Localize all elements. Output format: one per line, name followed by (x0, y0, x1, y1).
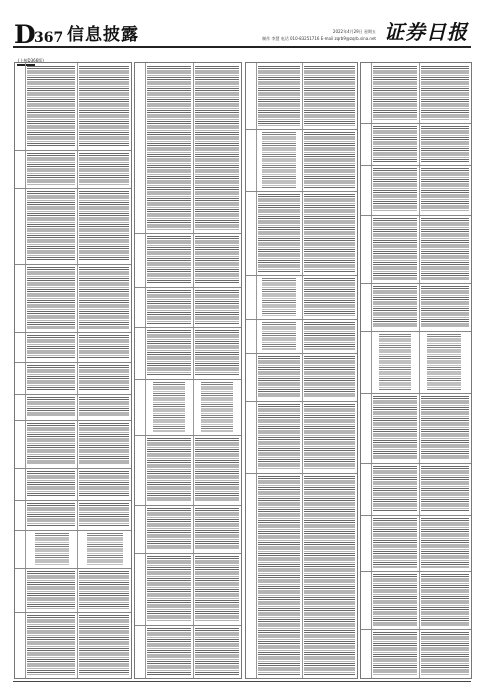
table-row (15, 188, 131, 265)
table-row (15, 362, 131, 395)
table-row (361, 63, 471, 124)
section-title: 信息披露 (67, 25, 139, 45)
table-row (15, 332, 131, 363)
table-row (15, 420, 131, 469)
table-row (15, 500, 131, 531)
article-column-4 (360, 62, 472, 679)
table-row (246, 63, 357, 130)
table-row (15, 612, 131, 678)
table-row (15, 468, 131, 501)
footer-rule (13, 681, 471, 682)
table-row (361, 331, 471, 394)
table-row (246, 275, 357, 320)
page-letter: D (14, 20, 36, 49)
table-row (15, 394, 131, 421)
page-number: 367 (34, 30, 64, 46)
table-row (361, 165, 471, 216)
table-row (135, 435, 241, 506)
table-row (135, 505, 241, 554)
continuation-note: (上接D366版) (18, 58, 44, 63)
table-row (246, 353, 357, 402)
newspaper-logo: 证券日报 (384, 20, 468, 44)
table-row (361, 123, 471, 166)
article-column-3 (245, 62, 358, 679)
table-row (135, 63, 241, 234)
table-row (246, 401, 357, 474)
table-row (15, 530, 131, 569)
table-row (135, 233, 241, 288)
table-row (135, 287, 241, 328)
editor-contact-line: 制作 李慧 电话 010-83251716 E-mail zqrb9@zqrb.sina.net (262, 36, 376, 41)
masthead (0, 0, 484, 50)
table-row (361, 571, 471, 630)
masthead-rule (13, 46, 471, 48)
table-row (246, 191, 357, 276)
table-row (15, 568, 131, 613)
table-row (361, 283, 471, 332)
issue-date: 2022年4月29日 星期五 (332, 29, 376, 34)
table-row (246, 319, 357, 354)
table-row (15, 264, 131, 333)
table-row (246, 129, 357, 192)
table-row (361, 215, 471, 284)
table-row (361, 393, 471, 464)
article-column-2 (134, 62, 242, 679)
table-row (135, 379, 241, 436)
table-row (246, 473, 357, 678)
table-row (361, 629, 471, 678)
table-row (135, 553, 241, 626)
table-row (361, 515, 471, 572)
table-row (361, 463, 471, 516)
table-row (135, 327, 241, 380)
table-row (15, 150, 131, 189)
table-row (15, 63, 131, 151)
article-column-1 (14, 62, 132, 679)
table-row (135, 625, 241, 678)
